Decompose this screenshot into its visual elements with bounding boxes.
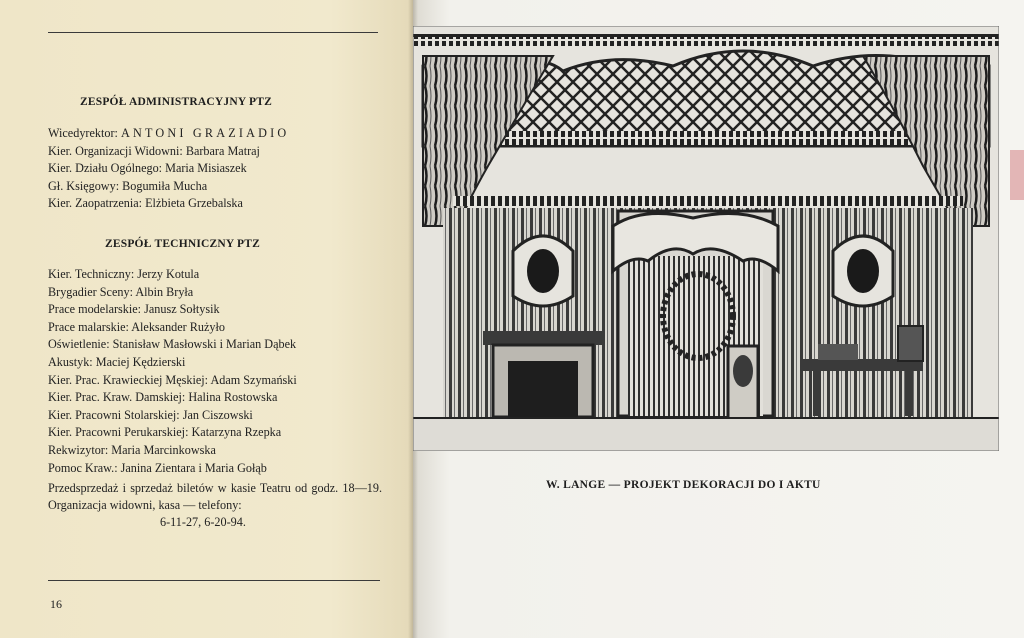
list-item: Kier. Organizacji Widowni: Barbara Matraj [48,143,260,158]
deputy-label: Wicedyrektor: [48,126,118,140]
bottom-rule [48,580,380,581]
list-item: Pomoc Kraw.: Janina Zientara i Maria Gołąb [48,460,267,475]
list-item: Kier. Pracowni Perukarskiej: Katarzyna Rzepka [48,425,282,440]
list-item: Kier. Zaopatrzenia: Elżbieta Grzebalska [48,196,243,211]
technical-list [48,266,297,477]
list-item: Oświetlenie: Stanisław Masłowski i Marian Dąbek [48,337,297,352]
page-number: 16 [50,597,62,611]
list-item: Kier. Techniczny: Jerzy Kotula [48,267,200,281]
stage-design-illustration [413,26,999,451]
list-item: Prace modelarskie: Janusz Sołtysik [48,302,220,317]
list-item: Akustyk: Maciej Kędzierski [48,354,186,369]
deputy-line [48,125,289,143]
list-item: Prace malarskie: Aleksander Rużyło [48,319,225,334]
top-rule [48,32,378,33]
list-item: Rekwizytor: Maria Marcinkowska [48,442,216,457]
list-item: Kier. Prac. Kraw. Damskiej: Halina Rostowska [48,390,278,405]
list-item: Brygadier Sceny: Albin Bryła [48,284,194,299]
list-item: Gł. Księgowy: Bogumiła Mucha [48,178,208,193]
technical-heading: ZESPÓŁ TECHNICZNY PTZ [105,238,261,250]
list-item: Kier. Prac. Krawieckiej Męskiej: Adam Szymański [48,372,297,387]
stage-design-drawing [413,26,999,451]
list-item: Kier. Pracowni Stolarskiej: Jan Ciszowski [48,407,253,422]
admin-list [48,125,289,213]
ticket-notice: Przedsprzedaż i sprzedaż biletów w kasie Teatru od godz. 18—19. Organizacja widowni, kasa — telefony: [48,481,382,513]
illustration-caption: W. LANGE — PROJEKT DEKORACJI DO I AKTU [546,479,821,491]
phone-numbers: 6-11-27, 6-20-94. [160,515,246,529]
page-edge-mark [1010,150,1024,200]
list-item: Kier. Działu Ogólnego: Maria Misiaszek [48,161,247,176]
left-page [0,0,413,638]
admin-heading: ZESPÓŁ ADMINISTRACYJNY PTZ [80,96,272,108]
deputy-name: ANTONI GRAZIADIO [120,126,290,140]
